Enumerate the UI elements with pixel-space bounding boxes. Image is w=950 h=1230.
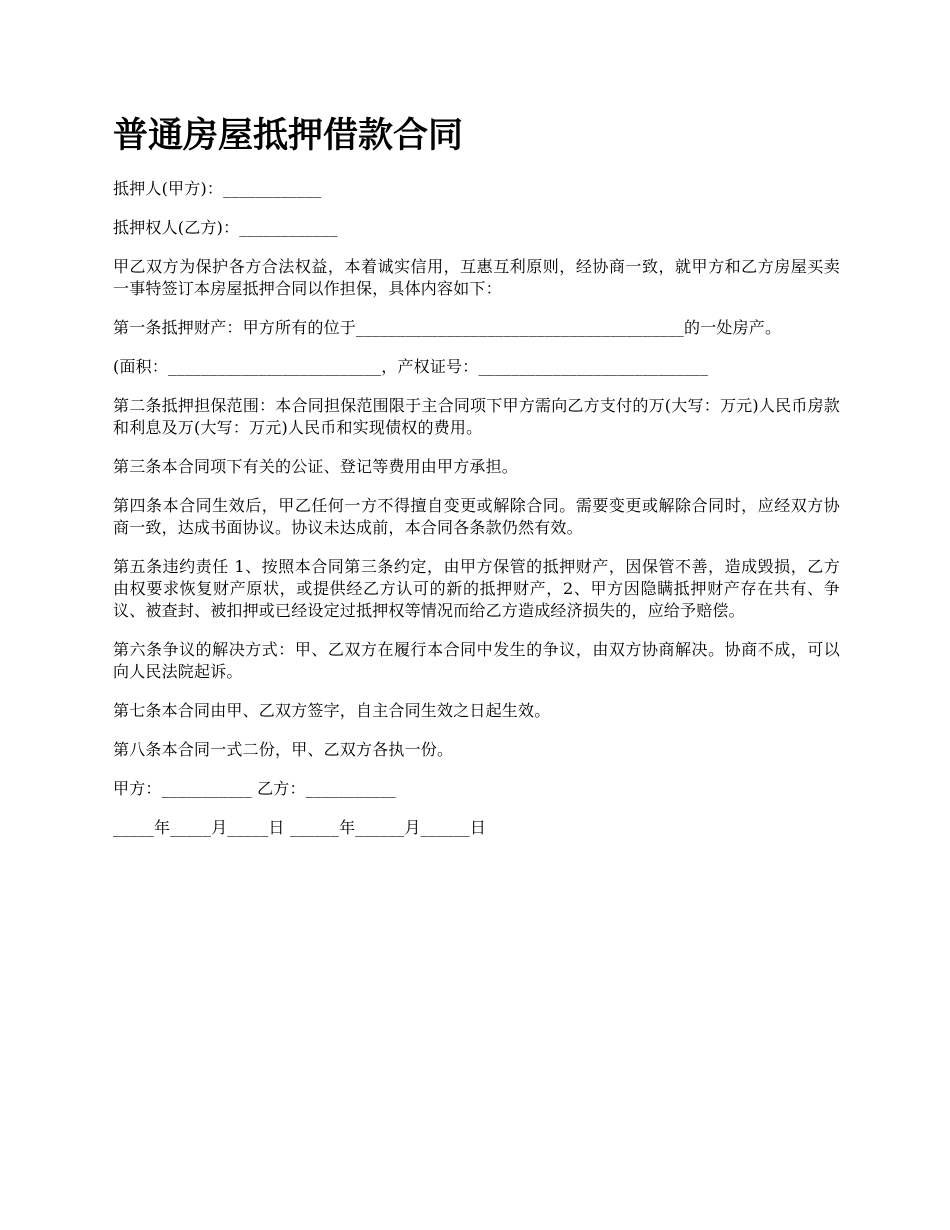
document-page [113, 108, 840, 856]
mortgagor-line: 抵押人(甲方)：____________ [113, 179, 322, 198]
clause-2-paragraph: 第二条抵押担保范围：本合同担保范围限于主合同项下甲方需向乙方支付的万(大写：万元)人民币房款和利息及万(大写：万元)人民币和实现债权的费用。 [113, 396, 840, 437]
clause-3-paragraph: 第三条本合同项下有关的公证、登记等费用由甲方承担。 [113, 457, 519, 476]
signature-line: 甲方：___________ 乙方：___________ [113, 779, 396, 798]
clause-6-paragraph: 第六条争议的解决方式：甲、乙双方在履行本合同中发生的争议，由双方协商解决。协商不成，可以向人民法院起诉。 [113, 640, 840, 681]
document-title: 普通房屋抵押借款合同 [113, 115, 464, 156]
clause-4-paragraph: 第四条本合同生效后，甲乙任何一方不得擅自变更或解除合同。需要变更或解除合同时，应经双方协商一致，达成书面协议。协议未达成前，本合同各条款仍然有效。 [113, 496, 840, 537]
area-certificate-line: (面积：__________________________，产权证号：____________________________ [113, 357, 709, 376]
clause-5-paragraph: 第五条违约责任 1、按照本合同第三条约定，由甲方保管的抵押财产，因保管不善，造成毁损，乙方由权要求恢复财产原状，或提供经乙方认可的新的抵押财产，2、甲方因隐瞒抵押财产存在共有、争议、被查封、被扣押或已经设定过抵押权等情况而给乙方造成经济损失的，应给予赔偿。 [113, 557, 840, 620]
clause-1-paragraph: 第一条抵押财产：甲方所有的位于________________________________________的一处房产。 [113, 318, 782, 337]
preamble-paragraph: 甲乙双方为保护各方合法权益，本着诚实信用，互惠互利原则，经协商一致，就甲方和乙方房屋买卖一事特签订本房屋抵押合同以作担保，具体内容如下： [113, 257, 840, 298]
date-line: _____年_____月_____日 ______年______月______日 [113, 818, 487, 837]
mortgagee-line: 抵押权人(乙方)：____________ [113, 218, 338, 237]
clause-8-paragraph: 第八条本合同一式二份，甲、乙双方各执一份。 [113, 740, 454, 759]
clause-7-paragraph: 第七条本合同由甲、乙双方签字，自主合同生效之日起生效。 [113, 701, 551, 720]
